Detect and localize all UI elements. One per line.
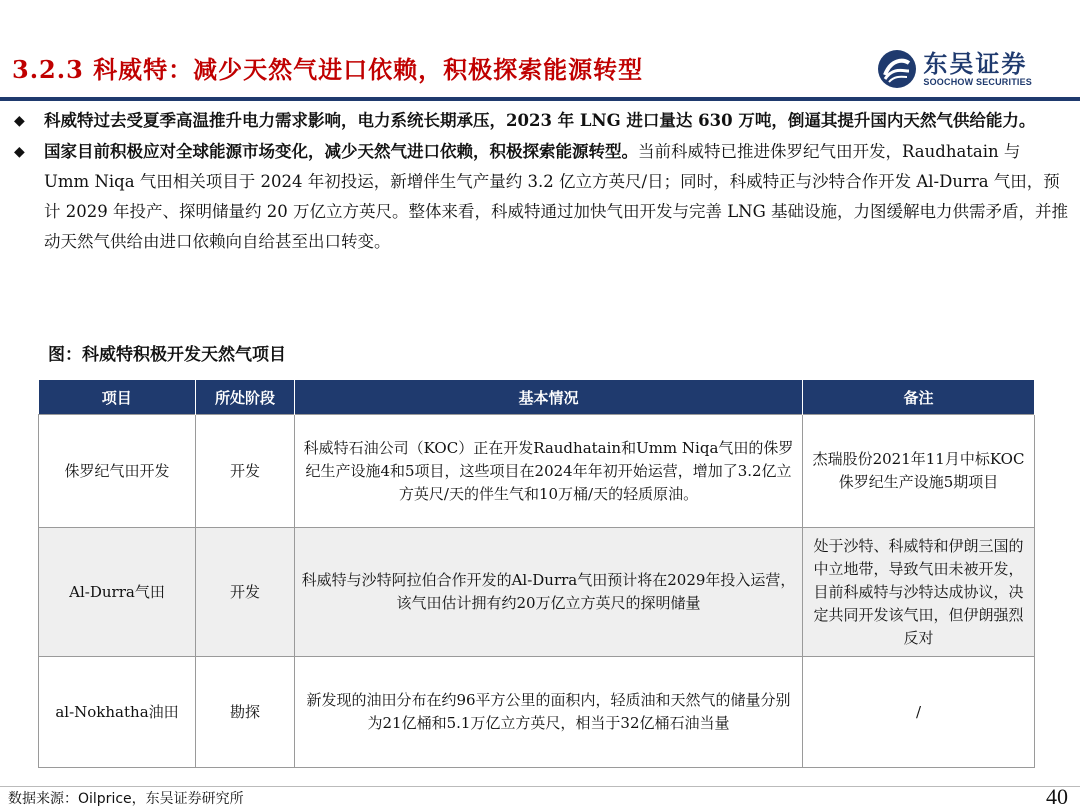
project-cell: Al-Durra气田 bbox=[39, 528, 196, 657]
detail-cell: 科威特与沙特阿拉伯合作开发的Al-Durra气田预计将在2029年投入运营，该气田估计拥有约20万亿立方英尺的探明储量 bbox=[295, 528, 803, 657]
table-row bbox=[39, 657, 1035, 768]
note-cell: 杰瑞股份2021年11月中标KOC侏罗纪生产设施5期项目 bbox=[803, 415, 1035, 528]
page-title: 3.2.3 科威特：减少天然气进口依赖，积极探索能源转型 bbox=[12, 55, 644, 84]
logo-chinese-name: 东吴证券 bbox=[923, 50, 1028, 78]
stage-cell: 开发 bbox=[196, 528, 295, 657]
header-divider bbox=[0, 97, 1080, 101]
bullet-list bbox=[12, 106, 1070, 258]
column-header: 备注 bbox=[803, 380, 1035, 415]
company-logo bbox=[877, 48, 1032, 90]
stage-cell: 开发 bbox=[196, 415, 295, 528]
bullet-bold-text: 国家目前积极应对全球能源市场变化，减少天然气进口依赖，积极探索能源转型。 bbox=[44, 142, 638, 161]
detail-cell: 新发现的油田分布在约96平方公里的面积内，轻质油和天然气的储量分别为21亿桶和5.1万亿立方英尺，相当于32亿桶石油当量 bbox=[295, 657, 803, 768]
logo-english-name: SOOCHOW SECURITIES bbox=[923, 77, 1032, 87]
column-header: 所处阶段 bbox=[196, 380, 295, 415]
figure-caption: 图：科威特积极开发天然气项目 bbox=[48, 345, 286, 365]
note-cell: 处于沙特、科威特和伊朗三国的中立地带，导致气田未被开发，目前科威特与沙特达成协议，决定共同开发该气田，但伊朗强烈反对 bbox=[803, 528, 1035, 657]
table-row bbox=[39, 528, 1035, 657]
bullet-item bbox=[12, 137, 1070, 257]
table-header-row bbox=[39, 380, 1035, 415]
table-row bbox=[39, 415, 1035, 528]
project-cell: al-Nokhatha油田 bbox=[39, 657, 196, 768]
column-header: 项目 bbox=[39, 380, 196, 415]
note-cell: / bbox=[803, 657, 1035, 768]
column-header: 基本情况 bbox=[295, 380, 803, 415]
projects-table bbox=[38, 380, 1035, 768]
page-number: 40 bbox=[1046, 784, 1068, 809]
bullet-text: 当前科威特已推进侏罗纪气田开发，Raudhatain 与 Umm Niqa 气田相关项目于 2024 年初投运，新增伴生气产量约 3.2 亿立方英尺/日；同时，科威特正与沙特合作开发 Al-Durra 气田，预计 2029 年投产、探明储量约 20 万亿立方英尺。整体来看，科威特通过加快气田开发与完善 LNG 基础设施，力图缓解电力供需矛盾，并推动天然气供给由进口依赖向自给甚至出口转变。 bbox=[44, 142, 1069, 251]
data-source: 数据来源：Oilprice，东吴证券研究所 bbox=[8, 791, 244, 807]
soochow-logo-icon bbox=[877, 49, 917, 89]
diamond-bullet-icon: ◆ bbox=[14, 113, 25, 129]
footer-divider bbox=[0, 786, 1080, 787]
bullet-item bbox=[12, 106, 1070, 136]
detail-cell: 科威特石油公司（KOC）正在开发Raudhatain和Umm Niqa气田的侏罗纪生产设施4和5项目，这些项目在2024年年初开始运营，增加了3.2亿立方英尺/天的伴生气和10万桶/天的轻质原油。 bbox=[295, 415, 803, 528]
stage-cell: 勘探 bbox=[196, 657, 295, 768]
project-cell: 侏罗纪气田开发 bbox=[39, 415, 196, 528]
diamond-bullet-icon: ◆ bbox=[14, 144, 25, 160]
bullet-bold-text: 科威特过去受夏季高温推升电力需求影响，电力系统长期承压，2023 年 LNG 进口量达 630 万吨，倒逼其提升国内天然气供给能力。 bbox=[44, 111, 1036, 130]
